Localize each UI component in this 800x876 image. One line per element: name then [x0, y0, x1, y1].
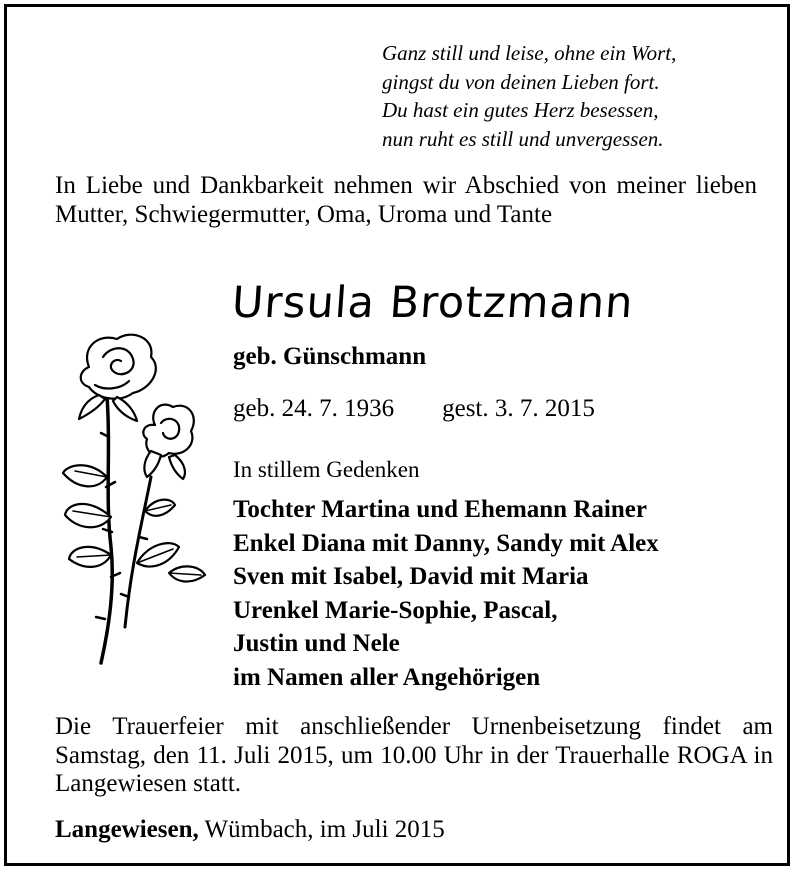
family-line: Sven mit Isabel, David mit Maria	[233, 563, 589, 590]
poem-line: gingst du von deinen Lieben fort.	[382, 69, 660, 94]
intro-text: In Liebe und Dankbarkeit nehmen wir Abschied von meiner lieben Mutter, Schwiegermutter, Oma, Uroma und Tante	[55, 172, 757, 228]
ceremony-text: Die Trauerfeier mit anschließender Urnenbeisetzung findet am Samstag, den 11. Juli 2015, um 10.00 Uhr in der Trauerhalle ROGA in Langewiesen statt.	[55, 713, 773, 797]
birth-date: geb. 24. 7. 1936	[233, 395, 395, 422]
memoriam-text: In stillem Gedenken	[233, 457, 420, 482]
family-line: Urenkel Marie-Sophie, Pascal,	[233, 596, 558, 624]
closing-line	[55, 814, 445, 846]
family-line: Justin und Nele	[233, 630, 400, 657]
family-line: im Namen aller Angehörigen	[233, 663, 541, 691]
family-line: Enkel Diana mit Danny, Sandy mit Alex	[233, 529, 659, 557]
poem-line: nun ruht es still und unvergessen.	[382, 126, 664, 151]
family-line: Tochter Martina und Ehemann Rainer	[233, 496, 647, 523]
closing-place: Langewiesen,	[55, 816, 199, 843]
poem	[382, 39, 782, 153]
rose-illustration-icon	[59, 327, 219, 677]
obituary-frame	[4, 4, 790, 866]
death-date: gest. 3. 7. 2015	[442, 395, 595, 422]
life-dates	[233, 393, 595, 425]
deceased-name: Ursula Brotzmann	[230, 278, 636, 328]
closing-date: Wümbach, im Juli 2015	[198, 816, 445, 843]
poem-line: Ganz still und leise, ohne ein Wort,	[382, 41, 677, 65]
family-list	[233, 493, 773, 694]
poem-line: Du hast ein gutes Herz besessen,	[382, 98, 659, 122]
maiden-name: geb. Günschmann	[233, 343, 427, 370]
